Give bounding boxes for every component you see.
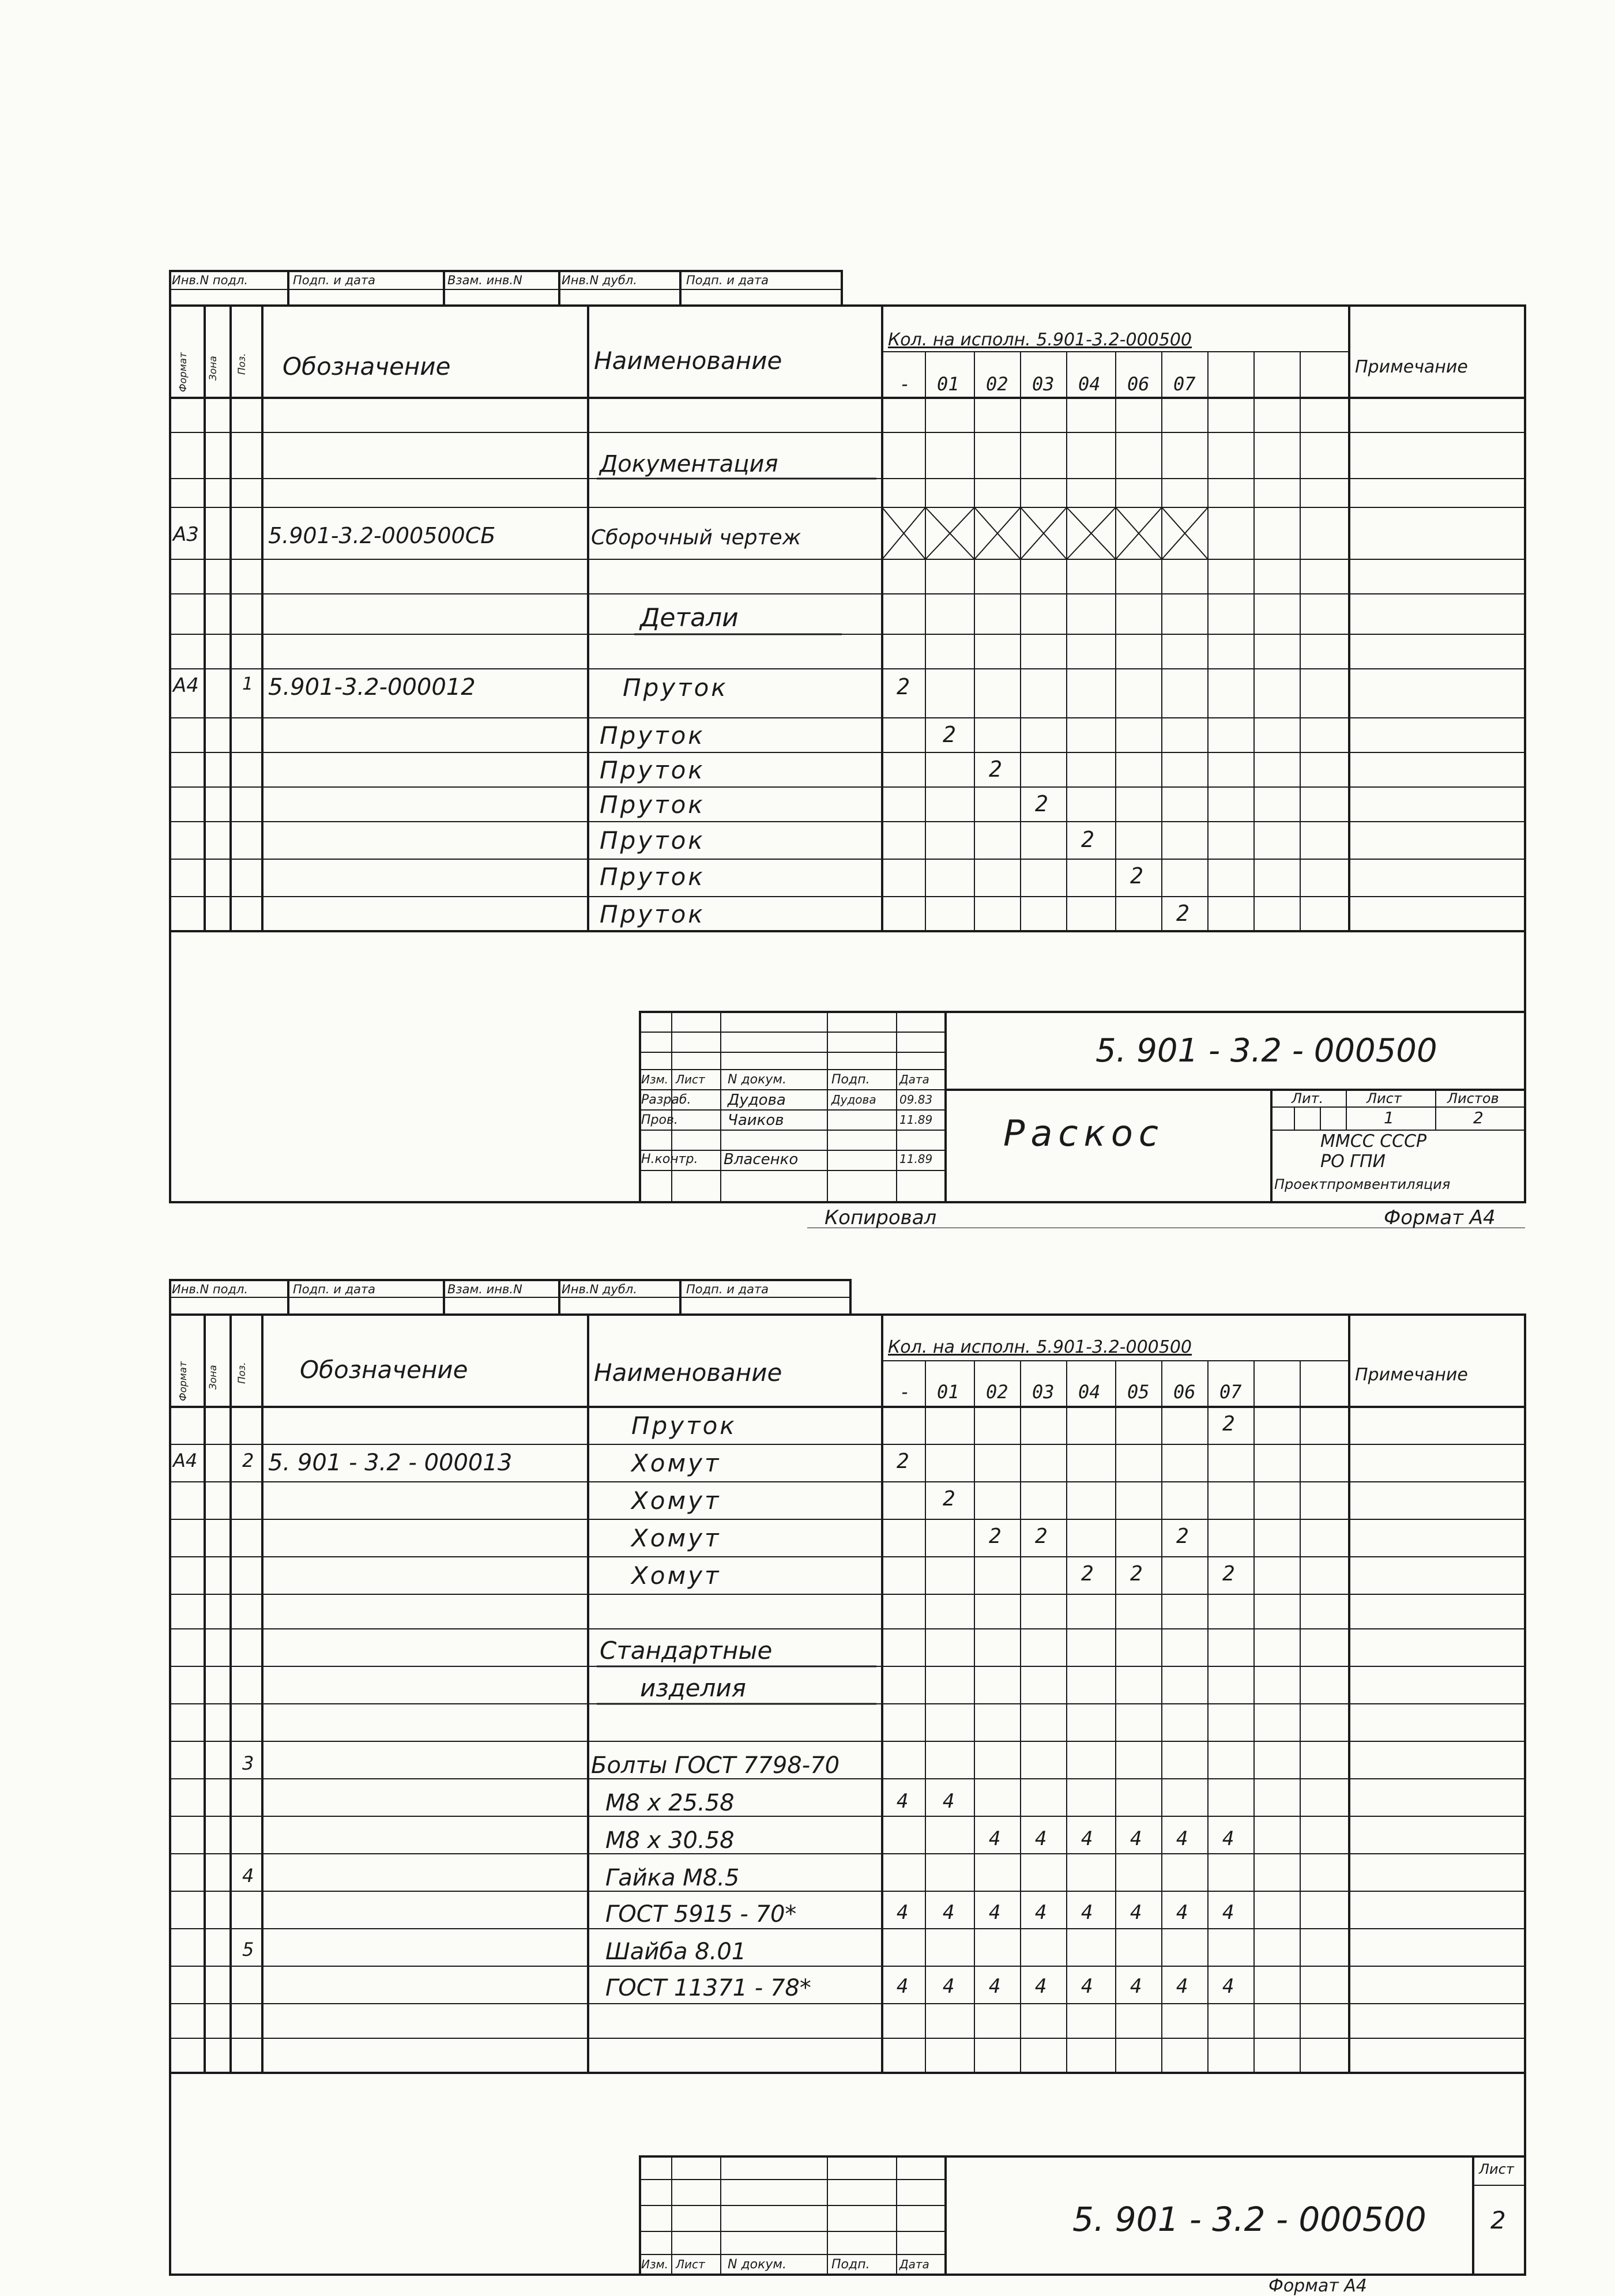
row2-qty: 2 (1130, 1562, 1143, 1586)
tb-prov-date: 11.89 (899, 1113, 933, 1127)
row-name: Пруток (600, 721, 705, 750)
row2-name: Хомут (631, 1561, 721, 1590)
std-qty: 4 (989, 1975, 1001, 1998)
std-qty: 4 (1176, 1901, 1188, 1924)
row-qty: 2 (1081, 827, 1094, 852)
tb-hdr-data: Дата (899, 1072, 929, 1086)
header-format: Формат (178, 352, 189, 392)
std-qty: 4 (1222, 1975, 1234, 1998)
std-qty: 4 (943, 1975, 955, 1998)
std-pos: 4 (242, 1865, 254, 1887)
qty-col-1: 01 (937, 373, 959, 395)
std-qty: 4 (1035, 1827, 1047, 1850)
std-qty: 4 (943, 1790, 955, 1813)
std-pos: 5 (242, 1939, 254, 1960)
copied-label: Копировал (825, 1206, 937, 1229)
qty2-col-0: - (899, 1381, 911, 1403)
row-a3-designation: 5.901-3.2-000500СБ (268, 523, 496, 548)
row-name: Пруток (600, 826, 705, 855)
std-qty: 4 (1176, 1975, 1188, 1998)
tb2-list-no: 2 (1490, 2206, 1506, 2234)
row-a3-format: А3 (173, 523, 199, 546)
std-pos: 3 (242, 1752, 254, 1774)
tb-lit: Лит. (1292, 1090, 1324, 1106)
std-qty: 4 (989, 1827, 1001, 1850)
stamp2-podp-data-2: Подп. и дата (686, 1282, 769, 1296)
std-name: М8 х 30.58 (605, 1827, 735, 1854)
std-name: ГОСТ 5915 - 70* (605, 1901, 797, 1928)
std-qty: 4 (897, 1975, 909, 1998)
header2-format: Формат (178, 1361, 189, 1401)
tb-listov: Листов (1447, 1090, 1499, 1106)
tb-hdr-ndok: N докум. (728, 1072, 787, 1087)
stamp2-inv-podl: Инв.N подл. (172, 1282, 249, 1296)
tb-razrab-sign: Дудова (831, 1093, 876, 1106)
row2-qty: 2 (1222, 1562, 1235, 1586)
row2-name: Хомут (631, 1486, 721, 1515)
stamp-inv-dubl: Инв.N дубл. (562, 273, 637, 287)
std-qty: 4 (1081, 1901, 1093, 1924)
std-qty: 4 (1081, 1975, 1093, 1998)
std-qty: 4 (897, 1790, 909, 1813)
row2-name: Хомут (631, 1449, 721, 1477)
std-qty: 4 (897, 1901, 909, 1924)
std-qty: 4 (989, 1901, 1001, 1924)
row-name: Пруток (600, 863, 705, 891)
tb-prov-name: Чаиков (728, 1112, 784, 1129)
std-name: Болты ГОСТ 7798-70 (591, 1752, 840, 1779)
std-name: М8 х 25.58 (605, 1790, 735, 1816)
tb-org-2: РО ГПИ (1320, 1151, 1386, 1172)
tb2-list: Лист (1479, 2161, 1514, 2177)
row-a3-name: Сборочный чертеж (591, 526, 801, 549)
title2-code: 5. 901 - 3.2 - 000500 (1072, 2200, 1426, 2239)
header2-name: Наименование (594, 1358, 782, 1387)
std-qty: 4 (1176, 1827, 1188, 1850)
title-name: Раскос (1003, 1112, 1164, 1154)
row-qty: 2 (943, 722, 956, 747)
std-qty: 4 (1222, 1827, 1234, 1850)
tb-prov: Пров. (641, 1113, 678, 1127)
header2-pos: Поз. (236, 1362, 248, 1384)
sheet-2 (0, 1228, 1615, 2295)
header2-note: Примечание (1355, 1365, 1468, 1385)
title-code: 5. 901 - 3.2 - 000500 (1096, 1032, 1437, 1070)
row-name: Пруток (600, 900, 705, 928)
qty-col-6: 07 (1173, 373, 1196, 395)
row2-designation: 5. 901 - 3.2 - 000013 (268, 1450, 513, 1476)
row2-name: Пруток (631, 1412, 737, 1440)
stamp2-inv-dubl: Инв.N дубл. (562, 1282, 637, 1296)
row2-qty: 2 (989, 1525, 1002, 1548)
qty2-col-4: 04 (1078, 1381, 1101, 1403)
std-name: ГОСТ 11371 - 78* (605, 1975, 811, 2001)
stamp-vzam-inv: Взам. инв.N (447, 273, 522, 287)
tb-razrab: Разраб. (641, 1093, 691, 1107)
qty2-col-2: 02 (986, 1381, 1008, 1403)
stamp-podp-data: Подп. и дата (293, 273, 376, 287)
qty2-col-6: 06 (1173, 1381, 1196, 1403)
section-std-1: Стандартные (600, 1636, 773, 1665)
section-documentation: Документация (600, 451, 778, 477)
row-pos: 1 (242, 674, 254, 694)
std-name: Гайка М8.5 (605, 1865, 740, 1891)
header-pos: Поз. (236, 353, 248, 375)
header-zone: Зона (208, 356, 219, 381)
stamp2-podp-data: Подп. и дата (293, 1282, 376, 1296)
tb-list-no: 1 (1384, 1108, 1394, 1127)
header-qty: Кол. на исполн. 5.901-3.2-000500 (888, 330, 1192, 350)
tb2-hdr-izm: Изм. (641, 2257, 669, 2271)
tb-nkontr: Н.контр. (641, 1152, 698, 1166)
qty2-col-5: 05 (1127, 1381, 1150, 1403)
row-designation: 5.901-3.2-000012 (268, 674, 476, 701)
std-qty: 4 (1130, 1975, 1142, 1998)
row2-qty: 2 (1222, 1412, 1235, 1436)
row2-name: Хомут (631, 1524, 721, 1552)
std-qty: 4 (943, 1901, 955, 1924)
row2-format: А4 (173, 1450, 198, 1471)
tb-razrab-date: 09.83 (899, 1093, 933, 1106)
tb-nkontr-date: 11.89 (899, 1152, 933, 1166)
qty-col-5: 06 (1127, 373, 1150, 395)
row2-qty: 2 (1035, 1525, 1048, 1548)
row2-qty: 2 (1176, 1525, 1189, 1548)
header-note: Примечание (1355, 357, 1468, 377)
section-parts: Детали (640, 603, 739, 633)
row2-pos: 2 (242, 1450, 254, 1471)
tb-org-3: Проектпромвентиляция (1274, 1176, 1451, 1192)
row-name: Пруток (600, 756, 705, 784)
stamp2-vzam-inv: Взам. инв.N (447, 1282, 522, 1296)
tb2-hdr-data: Дата (899, 2257, 929, 2271)
tb-razrab-name: Дудова (728, 1091, 786, 1109)
header-name: Наименование (594, 347, 782, 375)
tb-org-1: ММСС СССР (1320, 1131, 1427, 1151)
row-format: А4 (173, 674, 199, 697)
row-qty: 2 (897, 674, 910, 699)
qty-col-2: 02 (986, 373, 1008, 395)
header2-designation: Обозначение (300, 1356, 468, 1384)
qty2-col-7: 07 (1219, 1381, 1242, 1403)
qty-col-0: - (899, 373, 911, 395)
stamp-podp-data-2: Подп. и дата (686, 273, 769, 287)
tb2-hdr-ndok: N докум. (728, 2257, 787, 2272)
header-designation: Обозначение (283, 352, 451, 381)
tb-nkontr-name: Власенко (724, 1151, 799, 1168)
row-qty: 2 (1035, 791, 1048, 816)
qty-col-4: 04 (1078, 373, 1101, 395)
tb-listov-no: 2 (1473, 1108, 1484, 1127)
tb-hdr-podp: Подп. (831, 1072, 870, 1087)
qty2-col-3: 03 (1032, 1381, 1055, 1403)
tb2-hdr-list: Лист (676, 2257, 705, 2271)
qty2-col-1: 01 (937, 1381, 959, 1403)
std-qty: 4 (1035, 1975, 1047, 1998)
row-name: Пруток (623, 673, 728, 702)
row2-qty: 2 (1081, 1562, 1094, 1586)
row-name: Пруток (600, 791, 705, 819)
std-name: Шайба 8.01 (605, 1939, 747, 1965)
format2-label: Формат А4 (1268, 2276, 1367, 2296)
std-qty: 4 (1081, 1827, 1093, 1850)
std-qty: 4 (1130, 1827, 1142, 1850)
format-label: Формат А4 (1384, 1206, 1496, 1229)
tb-hdr-list: Лист (676, 1072, 705, 1086)
row-qty: 2 (1176, 901, 1189, 926)
std-qty: 4 (1035, 1901, 1047, 1924)
tb-hdr-izm: Изм. (641, 1072, 669, 1086)
row-qty: 2 (989, 756, 1002, 782)
qty-col-3: 03 (1032, 373, 1055, 395)
stamp-inv-podl: Инв.N подл. (172, 273, 249, 287)
header2-qty: Кол. на исполн. 5.901-3.2-000500 (888, 1337, 1192, 1357)
tb-list: Лист (1366, 1090, 1402, 1106)
row2-qty: 2 (943, 1487, 955, 1511)
std-qty: 4 (1130, 1901, 1142, 1924)
header2-zone: Зона (208, 1365, 219, 1390)
row-qty: 2 (1130, 863, 1143, 889)
section-std-2: изделия (640, 1674, 746, 1702)
row2-qty: 2 (897, 1450, 909, 1473)
tb2-hdr-podp: Подп. (831, 2257, 870, 2272)
std-qty: 4 (1222, 1901, 1234, 1924)
